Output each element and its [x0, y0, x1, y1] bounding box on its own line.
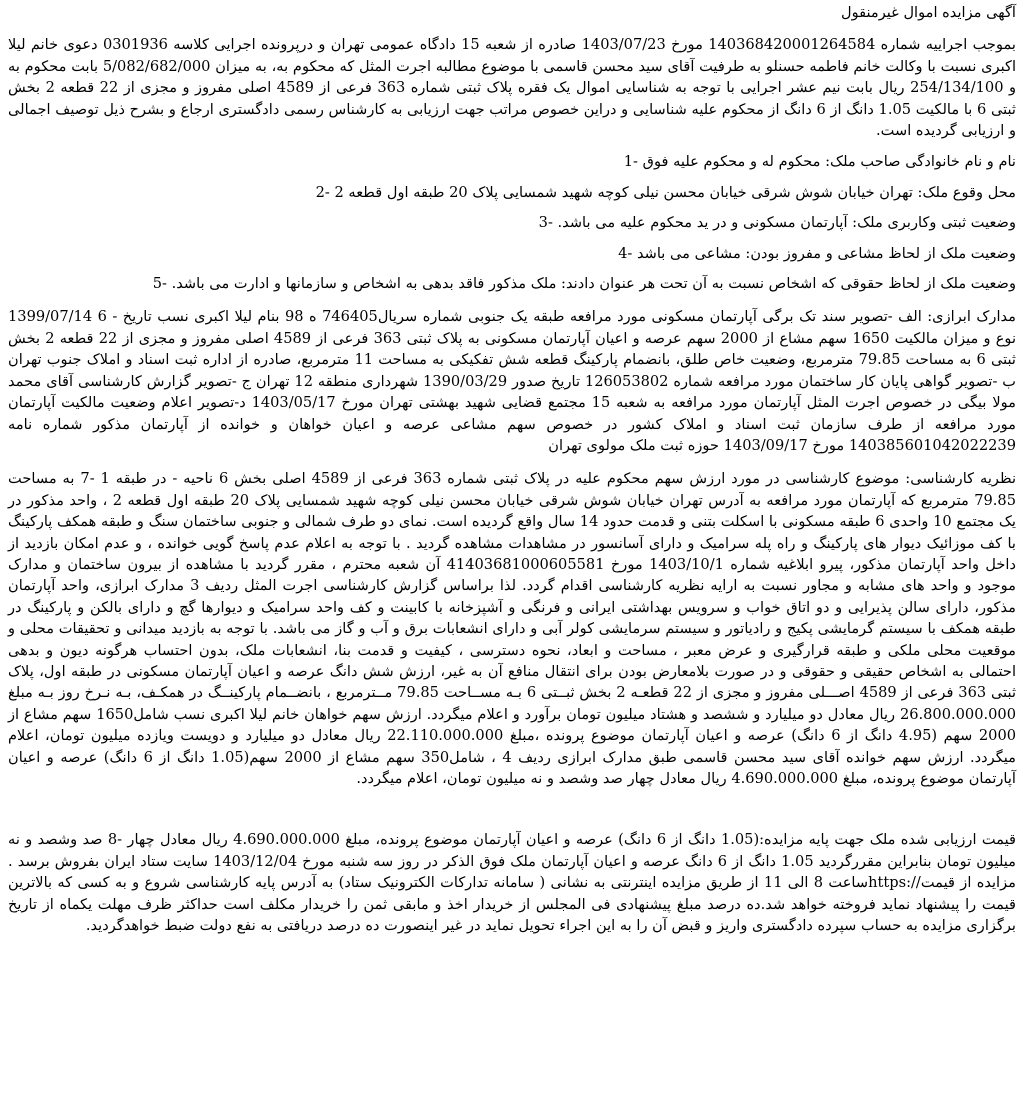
item-property-location: محل وقوع ملک: تهران خیابان شوش شرقی خیابان محسن نیلی کوچه شهید شمسایی پلاک 20 طبقه اول قطعه 2 -2	[315, 183, 1016, 201]
auction-notice	[8, 2, 1016, 936]
submitted-documents-paragraph: مدارک ابرازی: الف -تصویر سند تک برگی آپارتمان مسکونی مورد مرافعه طبقه یک جنوبی شماره سریال746405 ه 98 بنام لیلا اکبری نسب تاریخ - 6 1399/07/14 نوع و میزان مالکیت 1650 سهم مشاع از 2000 سهم عرصه و اعیان آپارتمان مسکونی به پلاک ثبتی 363 فرعی از 4589 اصلی مفروز و مجزی از 22 قطعه 2 بخش ثبتی 6 به مساحت 79.85 مترمربع، وضعیت خاص طلق، بانضمام پارکینگ قطعه شش تفکیکی به مساحت 11 مترمربع، صادره از اداره ثبت اسناد و املاک جنوب تهران ب -تصویر گواهی پایان کار ساختمان مورد مرافعه شماره 126053802 تاریخ صدور 1390/03/29 شهرداری منطقه 12 تهران ج -تصویر گزارش کارشناسی آقای محمد مولا بیگی در خصوص اجرت المثل آپارتمان مورد مرافعه به شعبه 15 مجتمع قضایی شهید بهشتی تهران مورخ 1403/05/17 د-تصویر اعلام وضعیت مالکیت آپارتمان مورد مرافعه از طرف سازمان ثبت اسناد و املاک کشور در خصوص سهم مشاعی عرصه و اعیان خواهان و خوانده از آپارتمان مذکور شماره نامه 140385601042022239 مورخ 1403/09/17 حوزه ثبت ملک مولوی تهران	[8, 308, 1017, 454]
expert-opinion-paragraph: نظریه کارشناسی: موضوع کارشناسی در مورد ارزش سهم محکوم علیه در پلاک ثبتی شماره 363 فرعی از 4589 اصلی بخش 6 ناحیه - در طبقه 1 -7 به مساحت 79.85 مترمربع که آپارتمان مورد مرافعه به آدرس تهران خیابان شوش شرقی خیابان محسن نیلی کوچه شهید شمسایی پلاک 20 طبقه اول قطعه 2 ، واحد مذکور در یک مجتمع 10 واحدی 6 طبقه مسکونی با اسکلت بتنی و قدمت حدود 14 سال واقع گردیده است. نمای دو طرف شمالی و جنوبی ساختمان سنگ و طبقه همکف پارکینگ با کف موزائیک دیوار های پارکینگ و راه پله سرامیک و دارای آسانسور در مشاهدات مشاهده گردید . با توجه به اعلام عدم پاسخ گویی خوانده ، و عدم امکان بازدید از داخل واحد آپارتمان مذکور، پیرو ابلاغیه شماره 1403/10/1 مورخ 41403681000605581 آن شعبه محترم ، مقرر گردید با مشاهده از بیرون ساختمان و مدارک موجود و واحد های مشابه و مجاور نسبت به ارایه نظریه کارشناسی اقدام گردد. لذا براساس گزارش کارشناسی اجرت المثل ردیف 3 مدارک ابرازی، واحد آپارتمان مذکور، دارای سالن پذیرایی و دو اتاق خواب و سرویس بهداشتی ایرانی و فرنگی و آشپزخانه با کابینت و کف واحد سرامیک و دیوارها گچ و دارای بالکن و پارکینگ در طبقه همکف با سیستم گرمایشی پکیج و رادیاتور و سیستم سرمایشی کولر آبی و دارای انشعابات برق و آب و گاز می باشد. با توجه به بازدید میدانی و تحقیقات محلی و موقعیت محلی ملکی و طبقه قرارگیری و عرض معبر ، مساحت و ابعاد، نحوه دسترسی ، کیفیت و قدمت بنا، انشعابات ملک، بدون احتساب هرگونه دیون و بدهی احتمالی به اشخاص حقیقی و حقوقی و در صورت بلامعارض بودن برای انتقال منافع آن به غیر، ارزش شش دانگ عرصه و اعیان آپارتمان مسکونی در طبقه اول، پلاک ثبتی 363 فرعی از 4589 اصـــلی مفروز و مجزی از 22 قطعـه 2 بخش ثبــتی 6 بـه مســاحت 79.85 مــترمربع ، بانضــمام پارکینــگ در همکـف، بـه نـرخ روز بـه مبلغ 26.800.000.000 ریال معادل دو میلیارد و ششصد و هشتاد میلیون تومان برآورد و اعلام میگردد. ارزش سهم خواهان خانم لیلا اکبری نسب شامل1650 سهم مشاع از 2000 سهم (4.95 دانگ از 6 دانگ) عرصه و اعیان آپارتمان موضوع پرونده ،مبلغ 22.110.000.000 ریال معادل دو میلیارد و دویست ویازده میلیون تومان، اعلام میگردد. ارزش سهم خوانده آقای سید محسن قاسمی طبق مدارک ابرازی ردیف 4 ، شامل350 سهم مشاع از 2000 سهم(1.05 دانگ از 6 دانگ) عرصه و اعیان آپارتمان موضوع پرونده، مبلغ 4.690.000.000 ریال معادل چهار صد وشصد و نه میلیون تومان، اعلام میگردد.	[8, 470, 1017, 787]
item-shared-status: وضعیت ملک از لحاظ مشاعی و مفروز بودن: مشاعی می باشد -4	[618, 244, 1016, 262]
auction-price-paragraph: قیمت ارزیابی شده ملک جهت پایه مزایده:(1.05 دانگ از 6 دانگ) عرصه و اعیان آپارتمان موضوع پرونده، مبلغ 4.690.000.000 ریال معادل چهار -8 صد وشصد و نه میلیون تومان بنابراین مقررگردید 1.05 دانگ از 6 دانگ عرصه و اعیان آپارتمان ملک فوق الذکر در روز سه شنبه مورخ 1403/12/04 سایت ستاد ایران بفروش برسد . مزایده از قیمت//:httpsساعت 8 الی 11 از طریق مزایده اینترنتی به نشانی ( سامانه تدارکات الکترونیک ستاد) به آدرس پایه کارشناسی شروع و به کسی که بالاترین قیمت را پیشنهاد نماید فروخته خواهد شد.ده درصد مبلغ پیشنهادی فی المجلس از خریدار اخذ و مابقی ثمن را خریدار مکلف است حداکثر ظرف مهلت یکماه از تاریخ برگزاری مزایده به حساب سپرده دادگستری واریز و قبض آن را به این اجراء تحویل نماید در غیر اینصورت ده درصد دریافتی به نفع دولت ضبط خواهدگردید.	[8, 831, 1017, 935]
item-owner-name: نام و نام خانوادگی صاحب ملک: محکوم له و محکوم علیه فوق -1	[623, 153, 1016, 171]
item-legal-status: وضعیت ملک از لحاظ حقوقی که اشخاص نسبت به آن تحت هر عنوان دادند: ملک مذکور فاقد بدهی به اشخاص و سازمانها و ادارت می باشد. -5	[152, 275, 1016, 293]
notice-title: آگهی مزایده اموال غیرمنقول	[840, 4, 1016, 21]
item-registration-status: وضعیت ثبتی وکاربری ملک: آپارتمان مسکونی و در ید محکوم علیه می باشد. -3	[538, 214, 1016, 232]
intro-paragraph: بموجب اجراییه شماره 140368420001264584 مورخ 1403/07/23 صادره از شعبه 15 دادگاه عمومی تهران و درپرونده اجرایی کلاسه 0301936 دعوی خانم لیلا اکبری نسبت با وکالت خانم فاطمه حسنلو به طرفیت آقای سید محسن قاسمی با موضوع مطالبه اجرت المثل که محکوم به، به میزان 5/082/682/000 بابت محکوم به و 254/134/100 ریال بابت نیم عشر اجرایی با توجه به شناسایی اموال یک فقره پلاک ثبتی شماره 363 فرعی از 4589 اصلی مفروز و مجزی از 22 قطعه 2 بخش ثبتی 6 با مالکیت 1.05 دانگ از 6 دانگ از محکوم علیه شناسایی و دراین خصوص مراتب جهت ارزیابی به کارشناس رسمی دادگستری ارجاع و بشرح ذیل توصیف اجمالی و ارزیابی گردیده است.	[8, 36, 1017, 140]
